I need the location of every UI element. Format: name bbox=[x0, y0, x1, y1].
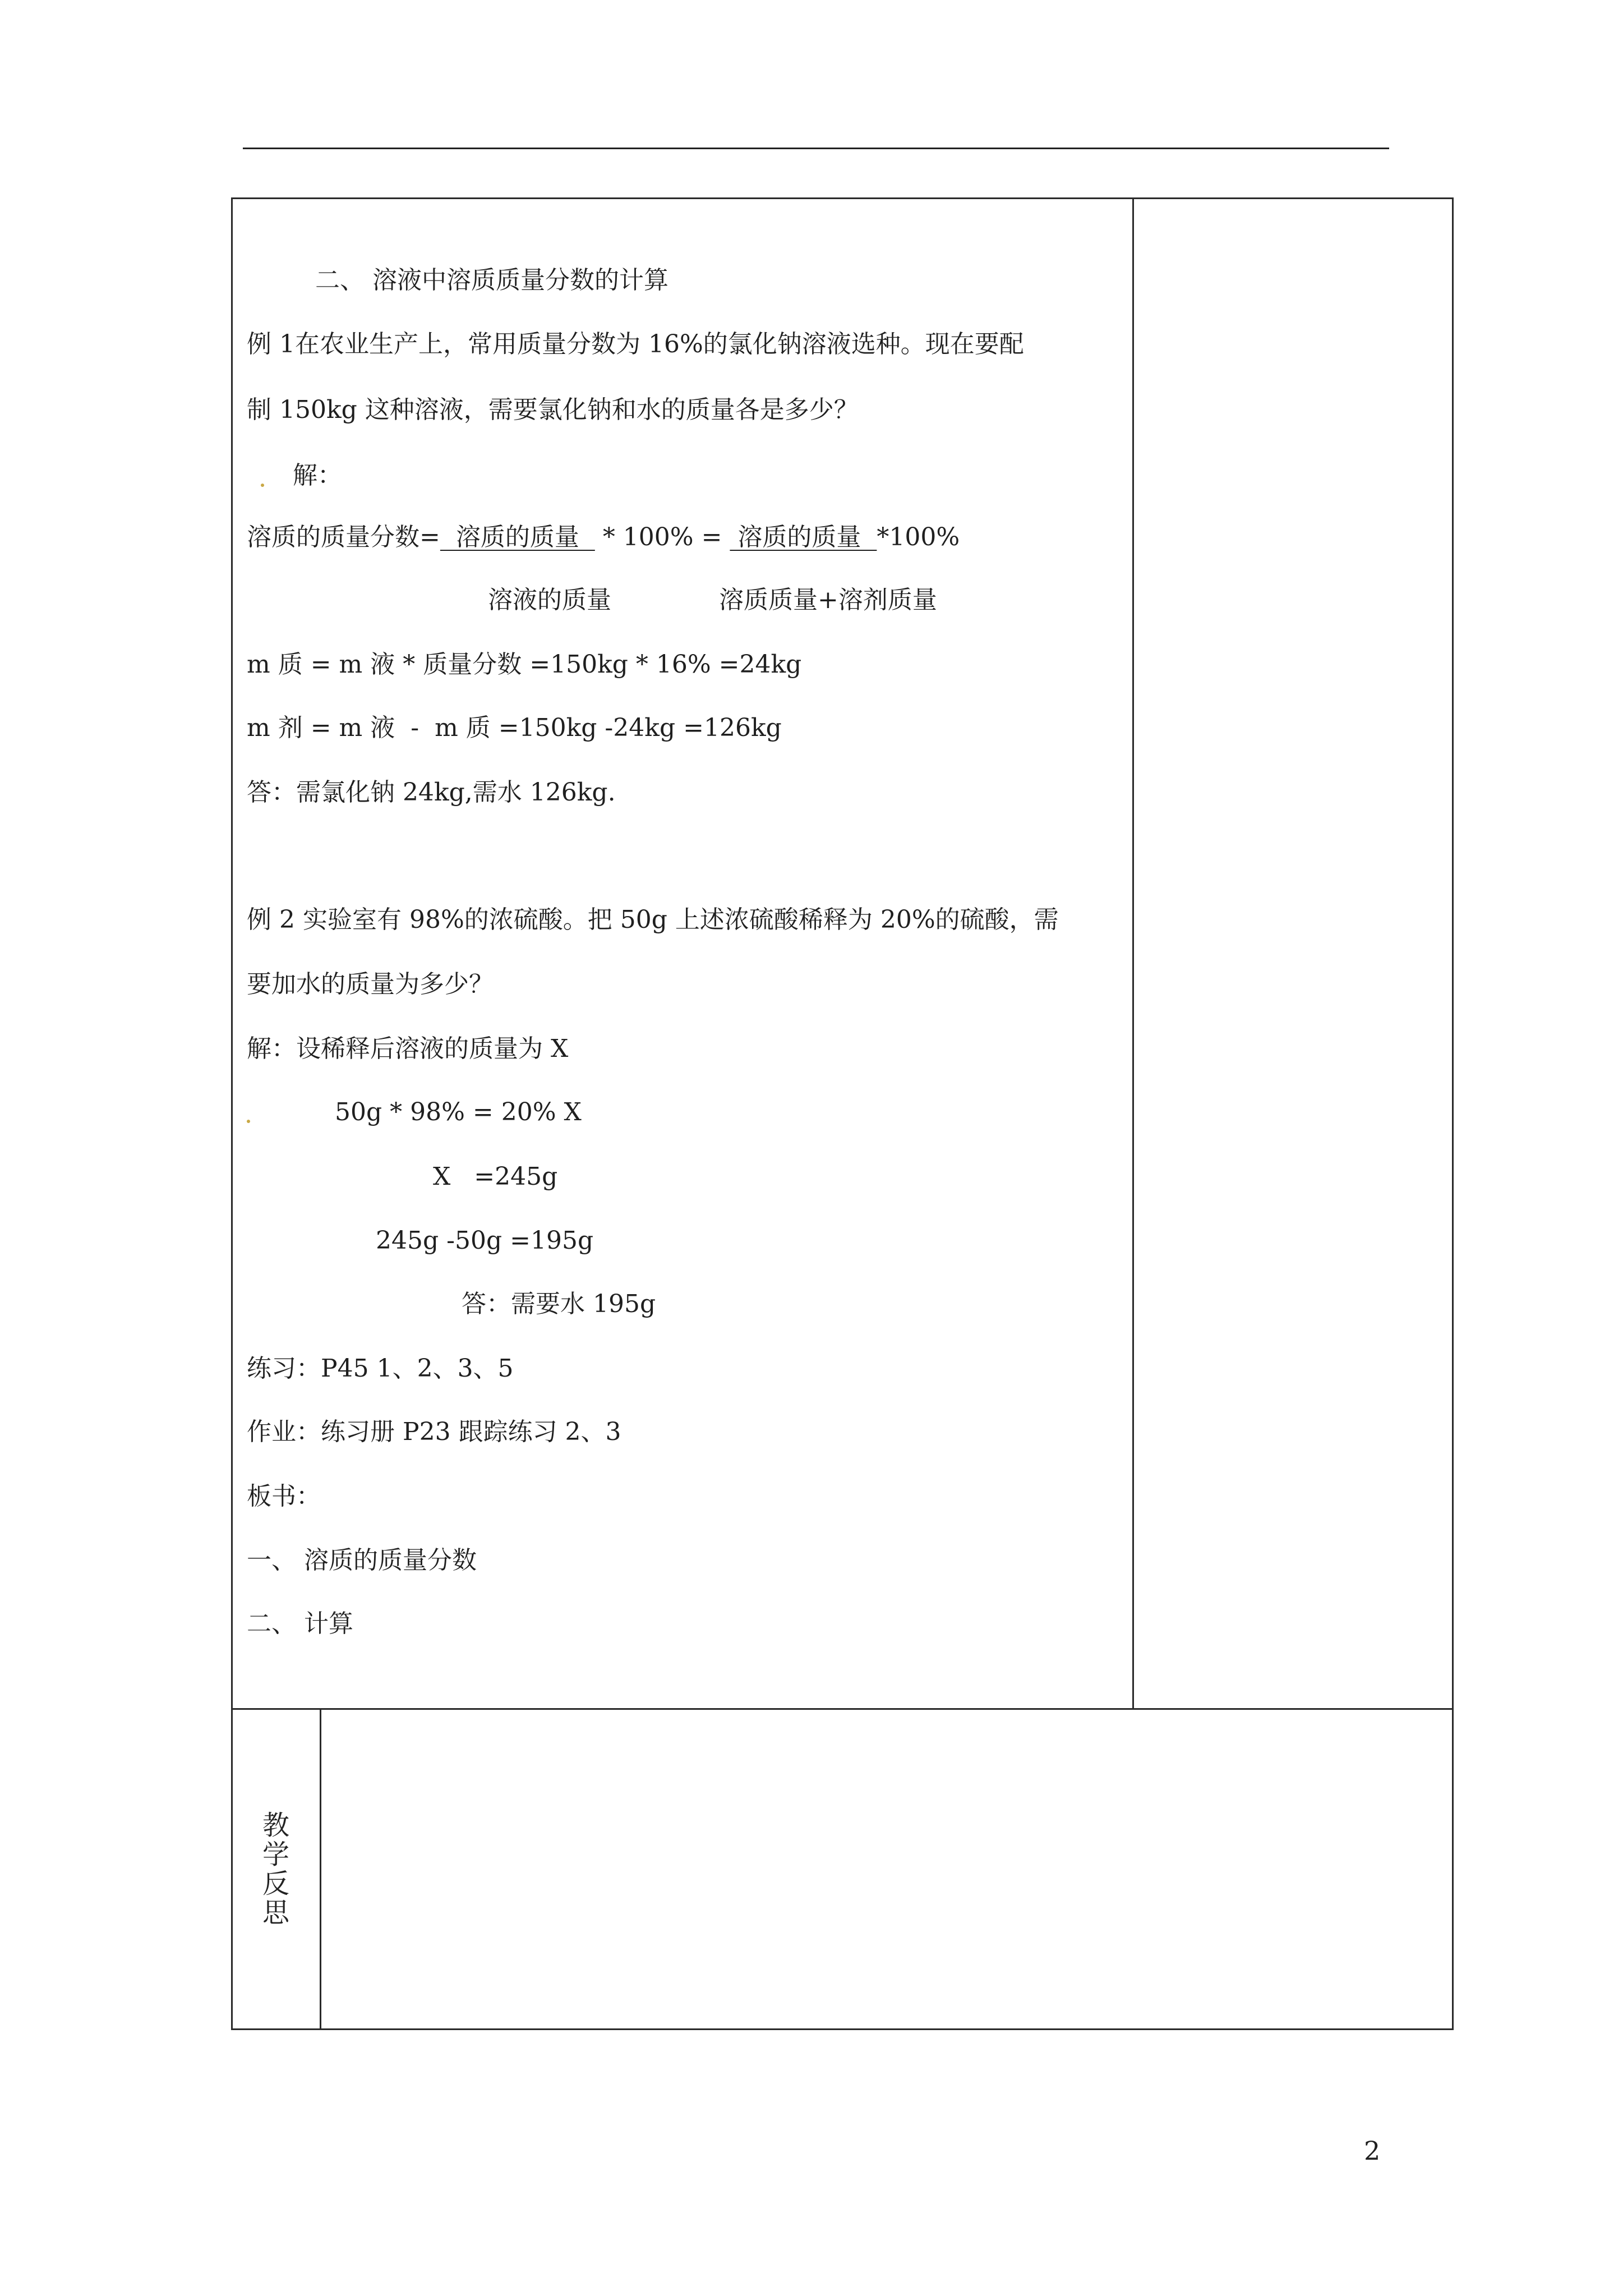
formula-numerator-1: 溶质的质量 bbox=[440, 523, 595, 551]
example1-line1: 例 1在农业生产上，常用质量分数为 16%的氯化钠溶液选种。现在要配 bbox=[247, 330, 1024, 358]
page-number: 2 bbox=[1364, 2136, 1381, 2166]
reflection-char: 反 bbox=[262, 1868, 289, 1899]
notes-cell bbox=[1132, 197, 1454, 1710]
solve-label: 解： bbox=[293, 461, 342, 490]
stray-dot bbox=[247, 1120, 250, 1123]
formula-numerator-2: 溶质的质量 bbox=[730, 523, 877, 551]
formula-middle: * 100% = bbox=[594, 523, 730, 551]
homework-line: 作业：练习册 P23 跟踪练习 2、3 bbox=[247, 1418, 621, 1446]
example2-answer: 答：需要水 195g bbox=[462, 1290, 656, 1318]
example1-answer: 答：需氯化钠 24kg,需水 126kg. bbox=[247, 778, 616, 807]
formula-prefix: 溶质的质量分数= bbox=[247, 523, 440, 551]
calc-solute: m 质 = m 液 * 质量分数 =150kg * 16% =24kg bbox=[247, 650, 802, 679]
equation-2: X =245g bbox=[433, 1162, 558, 1191]
board-item-1: 一、 溶质的质量分数 bbox=[247, 1546, 477, 1575]
example2-line1: 例 2 实验室有 98%的浓硫酸。把 50g 上述浓硫酸稀释为 20%的硫酸，需 bbox=[247, 905, 1059, 934]
formula-suffix: *100% bbox=[877, 523, 960, 551]
reflection-label bbox=[259, 1811, 293, 1927]
example1-line2: 制 150kg 这种溶液，需要氯化钠和水的质量各是多少？ bbox=[247, 395, 859, 424]
formula-denominator-1: 溶液的质量 bbox=[488, 586, 611, 614]
equation-3: 245g -50g =195g bbox=[376, 1226, 594, 1255]
reflection-char: 学 bbox=[262, 1839, 289, 1870]
reflection-char: 教 bbox=[262, 1810, 289, 1841]
stray-dot bbox=[261, 484, 264, 487]
example2-line2: 要加水的质量为多少？ bbox=[247, 970, 494, 999]
formula-denominator-2: 溶质质量+溶剂质量 bbox=[719, 586, 937, 614]
reflection-char: 思 bbox=[262, 1897, 289, 1929]
formula-line bbox=[247, 521, 960, 554]
example2-solve: 解：设稀释后溶液的质量为 X bbox=[247, 1034, 569, 1063]
section-heading: 二、 溶液中溶质质量分数的计算 bbox=[315, 266, 668, 295]
equation-1: 50g * 98% = 20% X bbox=[335, 1098, 582, 1126]
board-label: 板书： bbox=[247, 1482, 321, 1511]
practice-line: 练习：P45 1、2、3、5 bbox=[247, 1354, 514, 1383]
reflection-content-cell bbox=[320, 1708, 1454, 2030]
calc-solvent: m 剂 = m 液 - m 质 =150kg -24kg =126kg bbox=[247, 714, 782, 742]
board-item-2: 二、 计算 bbox=[247, 1609, 353, 1638]
header-rule bbox=[243, 148, 1389, 149]
